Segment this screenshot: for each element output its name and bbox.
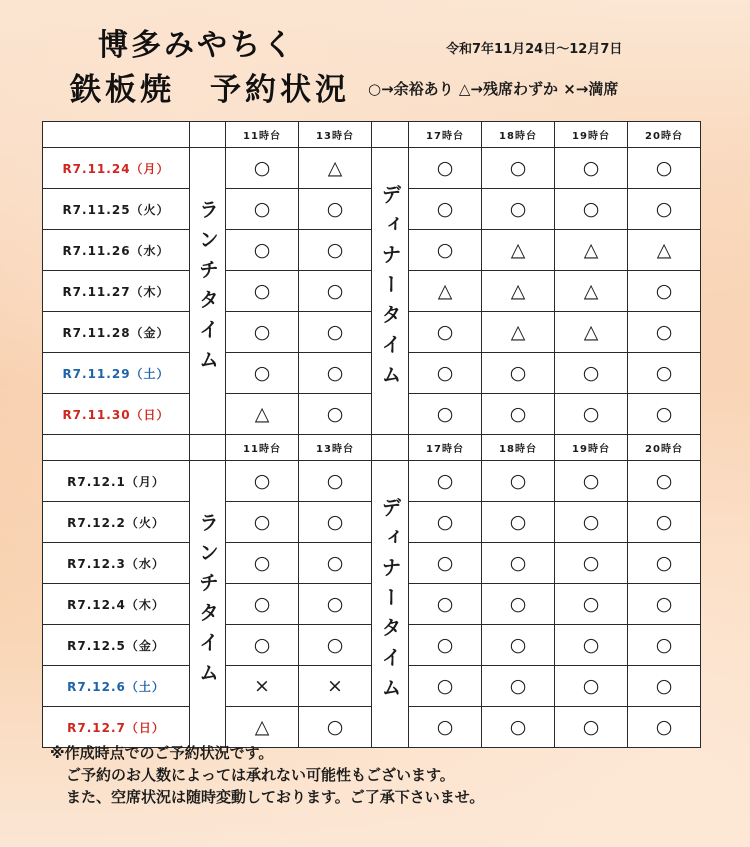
availability-mark: ○ [409,461,482,502]
availability-mark: △ [482,230,555,271]
availability-mark: ○ [226,148,299,189]
date-cell: R7.11.30（日） [43,394,190,435]
availability-mark: △ [299,148,372,189]
slot-header: 18時台 [482,435,555,461]
slot-header: 18時台 [482,122,555,148]
availability-mark: △ [555,312,628,353]
availability-mark: ○ [555,666,628,707]
availability-mark: ○ [628,625,701,666]
date-header-blank [43,122,190,148]
date-header-blank [43,435,190,461]
availability-mark: △ [482,271,555,312]
slot-header: 13時台 [299,435,372,461]
availability-mark: ○ [299,707,372,748]
availability-mark: △ [555,230,628,271]
availability-mark: ○ [226,189,299,230]
lunch-time-label: ランチタイム [195,512,220,692]
availability-mark: ○ [555,148,628,189]
lunch-label-cell [190,148,226,435]
slot-header: 13時台 [299,122,372,148]
availability-mark: ○ [226,353,299,394]
dinner-header-blank [372,435,409,461]
note-line: ※作成時点でのご予約状況です。 [50,744,274,762]
availability-mark: ○ [226,625,299,666]
availability-mark: ○ [628,666,701,707]
availability-mark: ○ [299,625,372,666]
availability-mark: △ [482,312,555,353]
availability-mark: ○ [555,625,628,666]
availability-mark: ○ [482,189,555,230]
availability-mark: ○ [628,543,701,584]
availability-mark: ○ [555,189,628,230]
availability-mark: △ [226,394,299,435]
availability-mark: ○ [482,461,555,502]
slot-header-row [43,435,701,461]
availability-mark: ○ [409,502,482,543]
note-line: ご予約のお人数によっては承れない可能性もございます。 [66,766,455,784]
slot-header-row [43,122,701,148]
availability-mark: ○ [628,312,701,353]
restaurant-name: 博多みやちく [98,28,296,63]
availability-mark: ○ [555,353,628,394]
date-cell: R7.12.6（土） [43,666,190,707]
date-cell: R7.11.29（土） [43,353,190,394]
availability-mark: ○ [628,584,701,625]
availability-mark: ○ [409,584,482,625]
availability-mark: ○ [409,230,482,271]
page-title: 鉄板焼 予約状況 [70,72,350,108]
slot-header: 20時台 [628,435,701,461]
availability-mark: ○ [628,502,701,543]
availability-mark: ○ [299,189,372,230]
availability-mark: ○ [299,312,372,353]
availability-mark: ○ [299,543,372,584]
availability-mark: ○ [409,666,482,707]
date-cell: R7.12.4（木） [43,584,190,625]
availability-mark: ○ [482,625,555,666]
notes [50,742,484,808]
availability-mark: ○ [226,502,299,543]
availability-mark: ○ [482,394,555,435]
availability-mark: ○ [628,394,701,435]
date-cell: R7.12.2（火） [43,502,190,543]
date-cell: R7.11.26（水） [43,230,190,271]
availability-mark: ○ [628,189,701,230]
dinner-label-cell [372,461,409,748]
availability-mark: ○ [409,543,482,584]
availability-mark: ○ [482,353,555,394]
availability-mark: ○ [226,584,299,625]
availability-mark: ○ [482,584,555,625]
availability-mark: ○ [226,543,299,584]
availability-mark: ○ [299,394,372,435]
availability-mark: ○ [555,584,628,625]
availability-mark: ○ [482,543,555,584]
availability-mark: ○ [226,271,299,312]
availability-mark: ○ [482,148,555,189]
slot-header: 17時台 [409,435,482,461]
slot-header: 17時台 [409,122,482,148]
availability-mark: ○ [555,502,628,543]
availability-mark: ○ [409,625,482,666]
availability-mark: ○ [226,230,299,271]
date-cell: R7.11.24（月） [43,148,190,189]
date-cell: R7.11.25（火） [43,189,190,230]
availability-mark: ○ [482,666,555,707]
availability-mark: ○ [628,707,701,748]
date-range: 令和7年11月24日～12月7日 [446,42,623,57]
table-row [43,148,701,189]
availability-mark: ○ [226,461,299,502]
availability-mark: ○ [409,148,482,189]
availability-mark: ○ [555,707,628,748]
availability-mark: ○ [409,394,482,435]
availability-mark: ○ [628,353,701,394]
legend: ○→余裕あり △→残席わずか ×→満席 [368,80,619,98]
lunch-header-blank [190,435,226,461]
lunch-time-label: ランチタイム [195,199,220,379]
availability-mark: ○ [299,230,372,271]
availability-mark: ○ [299,271,372,312]
availability-mark: ○ [299,584,372,625]
availability-mark: ○ [299,502,372,543]
availability-mark: ○ [409,707,482,748]
availability-mark: ○ [299,461,372,502]
availability-mark: ○ [409,189,482,230]
dinner-header-blank [372,122,409,148]
lunch-header-blank [190,122,226,148]
note-line: また、空席状況は随時変動しております。ご了承下さいませ。 [66,788,485,806]
dinner-time-label: ディナータイム [378,184,402,394]
date-cell: R7.12.5（金） [43,625,190,666]
availability-mark: ○ [555,394,628,435]
availability-mark: ○ [628,271,701,312]
slot-header: 20時台 [628,122,701,148]
availability-mark: ○ [299,353,372,394]
date-cell: R7.12.1（月） [43,461,190,502]
slot-header: 11時台 [226,435,299,461]
availability-mark: ○ [409,312,482,353]
availability-mark: △ [226,707,299,748]
availability-mark: ○ [226,312,299,353]
availability-mark: ○ [482,707,555,748]
availability-mark: ○ [628,461,701,502]
dinner-time-label: ディナータイム [378,497,402,707]
date-cell: R7.12.3（水） [43,543,190,584]
date-cell: R7.11.27（木） [43,271,190,312]
date-cell: R7.12.7（日） [43,707,190,748]
availability-mark: △ [555,271,628,312]
availability-mark: × [226,666,299,707]
slot-header: 19時台 [555,122,628,148]
slot-header: 19時台 [555,435,628,461]
date-cell: R7.11.28（金） [43,312,190,353]
availability-mark: × [299,666,372,707]
availability-mark: ○ [555,543,628,584]
table-row [43,461,701,502]
availability-mark: △ [628,230,701,271]
reservation-table [42,121,701,748]
slot-header: 11時台 [226,122,299,148]
dinner-label-cell [372,148,409,435]
availability-mark: ○ [482,502,555,543]
lunch-label-cell [190,461,226,748]
availability-mark: ○ [555,461,628,502]
availability-mark: ○ [628,148,701,189]
availability-mark: △ [409,271,482,312]
availability-mark: ○ [409,353,482,394]
